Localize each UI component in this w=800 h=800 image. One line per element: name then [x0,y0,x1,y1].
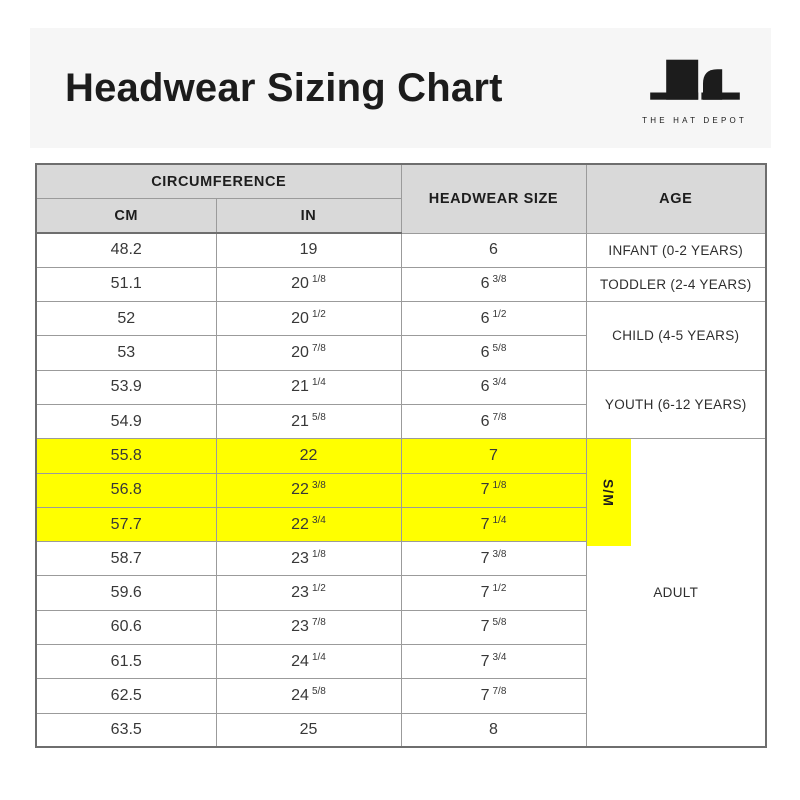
size-value-cell-whole: 7 [480,549,490,567]
age-group-cell [586,302,766,371]
sizing-table [35,163,767,748]
age-group-cell [586,370,766,439]
in-value-cell-fraction: 1/2 [311,308,326,320]
in-value-cell [216,576,401,610]
cm-value-cell: 54.9 [36,404,216,438]
size-value-cell-whole: 8 [489,721,498,739]
in-value-cell-fraction: 1/4 [311,651,326,663]
age-label: TODDLER (2-4 YEARS) [600,276,752,292]
in-value-cell [216,439,401,473]
in-value-cell-whole: 20 [291,275,309,293]
size-value-cell-whole: 7 [480,481,490,499]
size-value-cell-fraction: 3/4 [492,651,507,663]
age-label: ADULT [653,585,699,601]
cm-value-cell: 60.6 [36,610,216,644]
cm-value-cell: 56.8 [36,473,216,507]
in-value-cell-fraction: 3/4 [311,514,326,526]
in-value-cell-fraction: 1/8 [311,548,326,560]
in-value-cell [216,507,401,541]
in-value-cell [216,713,401,747]
in-value-cell [216,679,401,713]
size-value-cell-fraction: 7/8 [492,686,507,697]
size-value-cell [401,713,586,747]
in-value-cell [216,542,401,576]
size-value-cell [401,610,586,644]
page-title: Headwear Sizing Chart [65,65,503,110]
in-value-cell-whole: 23 [291,584,309,602]
size-value-cell [401,233,586,267]
size-value-cell-fraction: 7/8 [492,411,507,423]
in-value-cell [216,302,401,336]
size-value-cell [401,542,586,576]
cm-value-cell: 52 [36,302,216,336]
in-value-cell-whole: 22 [291,481,309,499]
table-row [36,370,766,404]
cm-value-cell: 53.9 [36,370,216,404]
col-header-in: IN [216,199,401,234]
in-value-cell-fraction: 7/8 [311,617,326,629]
size-value-cell [401,473,586,507]
col-header-headwear-size: HEADWEAR SIZE [401,164,586,233]
in-value-cell [216,473,401,507]
cm-value-cell: 53 [36,336,216,370]
table-row [36,439,766,473]
size-value-cell [401,267,586,301]
age-group-cell [586,267,766,301]
hat-logo-icon [647,58,743,111]
in-value-cell-fraction: 5/8 [311,686,326,697]
size-value-cell [401,336,586,370]
col-header-age: AGE [586,164,766,233]
brand-name: THE HAT DEPOT [642,115,747,125]
size-value-cell-fraction: 3/8 [492,548,507,560]
in-value-cell [216,645,401,679]
size-value-cell-fraction: 1/2 [492,308,507,320]
cm-value-cell: 59.6 [36,576,216,610]
in-value-cell-whole: 23 [291,618,309,636]
in-value-cell [216,267,401,301]
cm-value-cell: 51.1 [36,267,216,301]
age-label: YOUTH (6-12 YEARS) [604,396,747,412]
in-value-cell-whole: 22 [299,446,318,464]
size-value-cell-whole: 7 [480,618,490,636]
header-band [30,28,771,148]
size-value-cell [401,302,586,336]
size-value-cell [401,404,586,438]
table-body [36,233,766,747]
in-value-cell-whole: 22 [291,515,309,533]
size-value-cell-whole: 7 [489,446,498,464]
size-value-cell-whole: 6 [480,378,490,396]
in-value-cell-whole: 23 [291,549,309,567]
age-group-cell [586,439,766,748]
size-value-cell-whole: 6 [480,344,490,362]
table-header [36,164,766,233]
in-value-cell [216,370,401,404]
table-row [36,233,766,267]
cm-value-cell: 63.5 [36,713,216,747]
in-value-cell-fraction: 1/8 [311,274,326,286]
size-value-cell [401,645,586,679]
size-value-cell [401,439,586,473]
brand-logo [642,58,747,125]
size-value-cell [401,576,586,610]
in-value-cell-fraction: 7/8 [311,343,326,355]
size-value-cell-whole: 7 [480,515,490,533]
in-value-cell [216,610,401,644]
age-label: CHILD (4-5 YEARS) [612,328,740,344]
in-value-cell-whole: 24 [291,687,309,704]
in-value-cell-whole: 19 [299,241,318,259]
size-value-cell [401,679,586,713]
in-value-cell-whole: 25 [299,721,318,739]
cm-value-cell: 58.7 [36,542,216,576]
size-value-cell-fraction: 5/8 [492,617,507,629]
in-value-cell-fraction: 1/4 [311,377,326,389]
size-value-cell-whole: 7 [480,652,490,670]
size-value-cell [401,370,586,404]
in-value-cell-fraction: 1/2 [311,583,326,595]
cm-value-cell: 57.7 [36,507,216,541]
size-value-cell-whole: 6 [480,412,490,430]
col-header-cm: CM [36,199,216,234]
in-value-cell-fraction: 3/8 [311,480,326,492]
in-value-cell-whole: 21 [291,412,309,430]
size-value-cell-fraction: 1/8 [492,480,507,492]
in-value-cell-whole: 24 [291,652,309,670]
size-value-cell-whole: 6 [489,241,498,259]
sm-size-label: S/M [600,478,617,507]
cm-value-cell: 61.5 [36,645,216,679]
in-value-cell [216,336,401,370]
size-value-cell [401,507,586,541]
cm-value-cell: 62.5 [36,679,216,713]
size-value-cell-fraction: 3/8 [492,274,507,286]
in-value-cell [216,404,401,438]
size-value-cell-whole: 6 [480,275,490,293]
size-value-cell-fraction: 5/8 [492,343,507,355]
in-value-cell-whole: 21 [291,378,309,396]
size-value-cell-whole: 7 [480,584,490,602]
size-value-cell-whole: 7 [480,687,490,704]
col-header-circumference: CIRCUMFERENCE [36,164,401,199]
in-value-cell-whole: 20 [291,309,309,327]
size-value-cell-whole: 6 [480,309,490,327]
table-row [36,267,766,301]
size-value-cell-fraction: 3/4 [492,377,507,389]
age-group-cell [586,233,766,267]
cm-value-cell: 55.8 [36,439,216,473]
table-row [36,302,766,336]
header-row-1 [36,164,766,199]
in-value-cell-fraction: 5/8 [311,411,326,423]
size-value-cell-fraction: 1/4 [492,514,507,526]
cm-value-cell: 48.2 [36,233,216,267]
in-value-cell [216,233,401,267]
age-label: INFANT (0-2 YEARS) [608,242,744,258]
sm-highlight-strip [587,439,631,546]
in-value-cell-whole: 20 [291,344,309,362]
size-value-cell-fraction: 1/2 [492,583,507,595]
